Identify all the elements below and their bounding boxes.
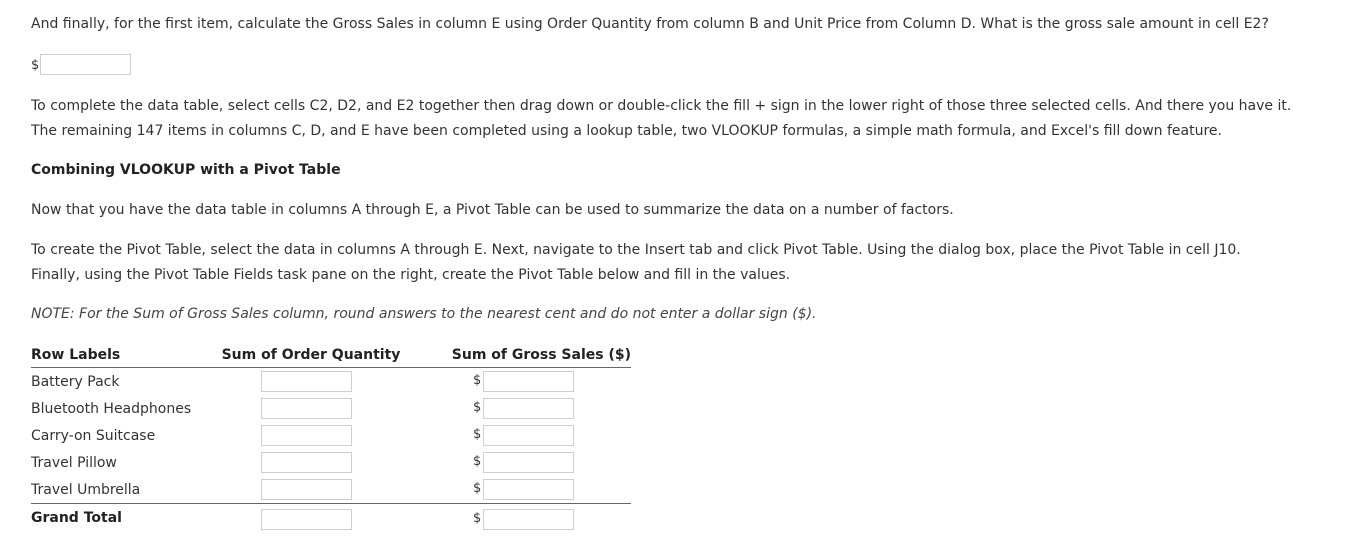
gross-sales-input[interactable]	[483, 479, 574, 500]
section-heading: Combining VLOOKUP with a Pivot Table	[31, 162, 341, 178]
grand-total-label: Grand Total	[31, 504, 211, 533]
order-quantity-input[interactable]	[261, 398, 352, 419]
pivot-row	[31, 422, 631, 449]
instructions-line-1: To complete the data table, select cells C2, D2, and E2 together then drag down or double-click the fill + sign in the lower right of those three selected cells. And there you have it.	[31, 98, 1292, 114]
currency-symbol: $	[473, 373, 482, 388]
header-row-labels: Row Labels	[31, 343, 211, 368]
row-label: Bluetooth Headphones	[31, 400, 192, 417]
row-label: Travel Pillow	[31, 454, 117, 471]
currency-symbol: $	[473, 510, 482, 526]
currency-symbol: $	[473, 481, 482, 496]
pivot-table	[31, 343, 631, 532]
order-quantity-input[interactable]	[261, 479, 352, 500]
currency-symbol: $	[473, 427, 482, 442]
gross-sales-input[interactable]	[483, 425, 574, 446]
create-pivot-line-2: Finally, using the Pivot Table Fields task pane on the right, create the Pivot Table below and fill in the values.	[31, 267, 791, 283]
pivot-row	[31, 368, 631, 396]
gross-sales-input[interactable]	[483, 371, 574, 392]
currency-symbol: $	[31, 58, 40, 73]
grand-total-row	[31, 504, 631, 533]
gross-sales-input[interactable]	[483, 452, 574, 473]
pivot-row	[31, 395, 631, 422]
create-pivot-line-1: To create the Pivot Table, select the data in columns A through E. Next, navigate to the Insert tab and click Pivot Table. Using the dialog box, place the Pivot Table in cell J10.	[31, 242, 1241, 258]
question-e2-text: And finally, for the first item, calculate the Gross Sales in column E using Order Quantity from column B and Unit Price from Column D. What is the gross sale amount in cell E2?	[31, 16, 1269, 32]
row-label: Battery Pack	[31, 373, 120, 390]
currency-symbol: $	[473, 400, 482, 415]
pivot-intro-text: Now that you have the data table in columns A through E, a Pivot Table can be used to summarize the data on a number of factors.	[31, 202, 954, 218]
grand-total-sales-input[interactable]	[483, 509, 574, 530]
rounding-note: NOTE: For the Sum of Gross Sales column, round answers to the nearest cent and do not enter a dollar sign ($).	[31, 306, 817, 322]
gross-sale-e2-input[interactable]	[40, 54, 131, 75]
row-label: Carry-on Suitcase	[31, 427, 156, 444]
order-quantity-input[interactable]	[261, 452, 352, 473]
header-sum-gross-sales: Sum of Gross Sales ($)	[411, 343, 631, 368]
header-sum-order-quantity: Sum of Order Quantity	[211, 343, 411, 368]
pivot-row	[31, 476, 631, 504]
gross-sales-input[interactable]	[483, 398, 574, 419]
pivot-row	[31, 449, 631, 476]
instructions-line-2: The remaining 147 items in columns C, D, and E have been completed using a lookup table, two VLOOKUP formulas, a simple math formula, and Excel's fill down feature.	[31, 123, 1222, 139]
order-quantity-input[interactable]	[261, 371, 352, 392]
currency-symbol: $	[473, 454, 482, 469]
grand-total-quantity-input[interactable]	[261, 509, 352, 530]
row-label: Travel Umbrella	[31, 481, 141, 498]
order-quantity-input[interactable]	[261, 425, 352, 446]
